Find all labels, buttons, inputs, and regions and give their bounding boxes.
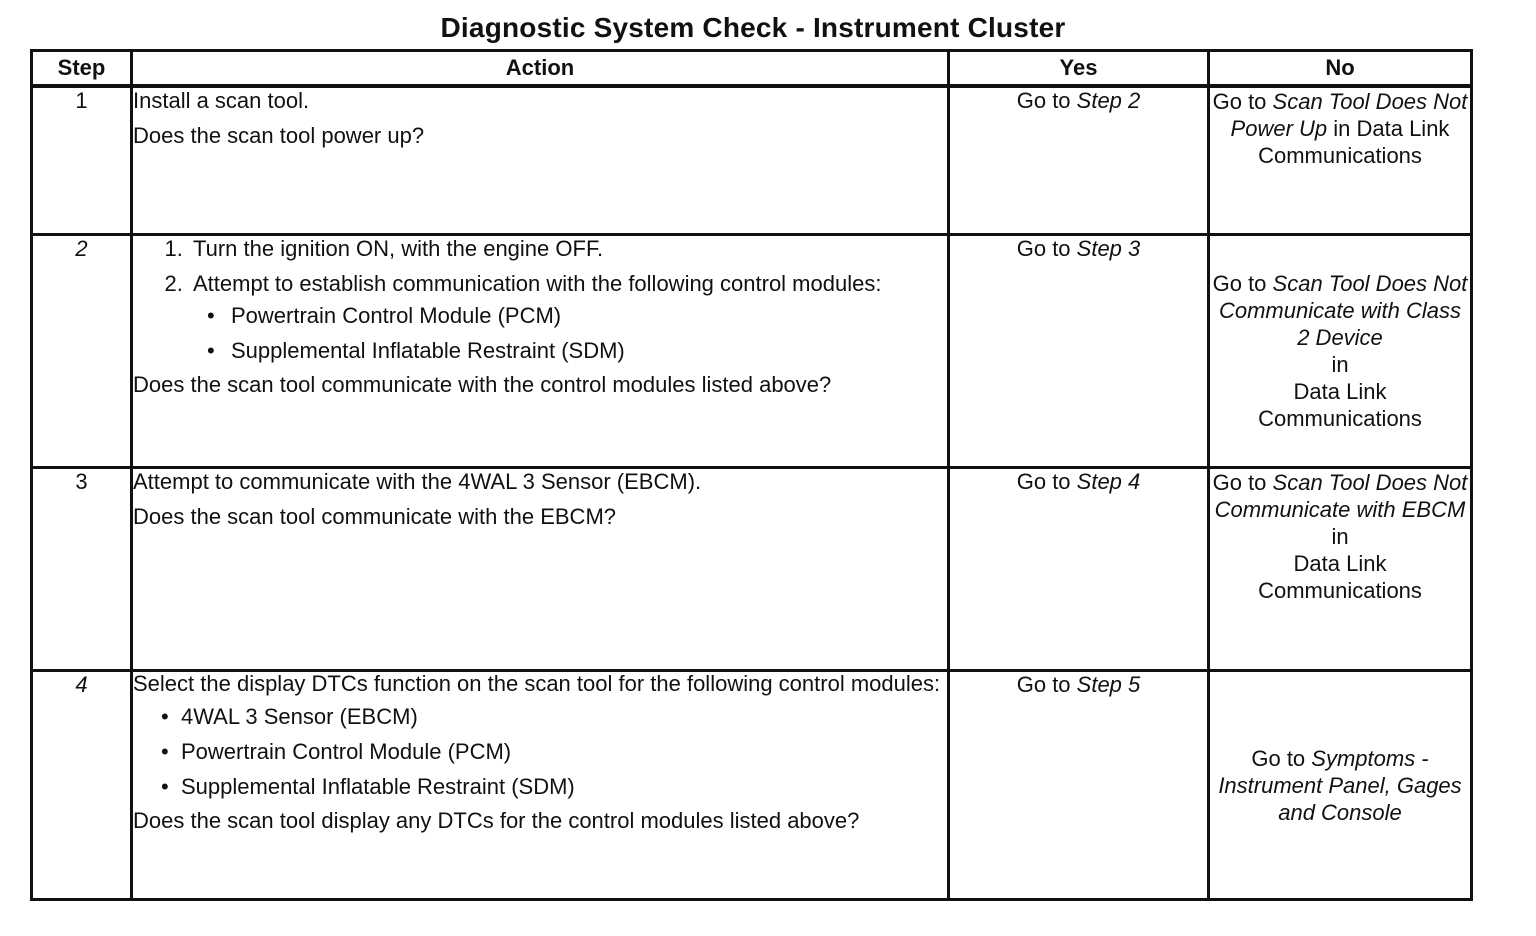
- no-prefix: Go to: [1212, 89, 1273, 114]
- step-number: 4: [32, 671, 132, 900]
- action-text: Select the display DTCs function on the scan tool for the following control modules:: [133, 671, 941, 696]
- list-item-text: Attempt to establish communication with the following control modules:: [193, 271, 882, 296]
- table-row: [32, 671, 1472, 900]
- action-text: Attempt to communicate with the 4WAL 3 Sensor (EBCM).: [133, 469, 702, 494]
- no-cell: [1209, 468, 1472, 671]
- bullet-list: [193, 303, 947, 364]
- bullet-item: • Powertrain Control Module (PCM): [227, 303, 947, 329]
- no-suffix: Data Link Communications: [1258, 551, 1422, 603]
- step-number: 3: [32, 468, 132, 671]
- no-cell: [1209, 235, 1472, 468]
- yes-step-link[interactable]: Step 4: [1076, 469, 1141, 494]
- action-question: Does the scan tool power up?: [133, 123, 425, 148]
- no-prefix: Go to: [1212, 470, 1273, 495]
- header-action: Action: [132, 51, 949, 87]
- step-number: 1: [32, 86, 132, 235]
- no-ref-link[interactable]: Scan Tool Does Not Power Up: [1230, 89, 1468, 141]
- yes-step-link[interactable]: Step 5: [1076, 672, 1141, 697]
- no-cell: [1209, 86, 1472, 235]
- bullet-item: • Supplemental Inflatable Restraint (SDM): [181, 774, 947, 800]
- table-row: [32, 235, 1472, 468]
- no-mid: in: [1331, 524, 1349, 549]
- action-question: Does the scan tool communicate with the control modules listed above?: [133, 372, 832, 397]
- action-question: Does the scan tool display any DTCs for the control modules listed above?: [133, 808, 860, 833]
- bullet-item: • 4WAL 3 Sensor (EBCM): [181, 704, 947, 730]
- yes-cell: [949, 86, 1209, 235]
- bullet-list: [133, 704, 947, 800]
- no-suffix: Data Link Communications: [1258, 379, 1422, 431]
- no-prefix: Go to: [1251, 745, 1312, 771]
- yes-step-link[interactable]: Step 3: [1076, 236, 1141, 261]
- page-title: Diagnostic System Check - Instrument Cluster: [440, 12, 1066, 43]
- yes-prefix: Go to: [1016, 236, 1077, 261]
- action-cell: [132, 468, 949, 671]
- header-yes: Yes: [949, 51, 1209, 87]
- bullet-item: • Powertrain Control Module (PCM): [181, 739, 947, 765]
- table-row: [32, 468, 1472, 671]
- action-cell: [132, 671, 949, 900]
- table-header-row: [32, 51, 1472, 87]
- no-ref-link[interactable]: Scan Tool Does Not Communicate with EBCM: [1214, 470, 1468, 522]
- no-ref-link[interactable]: Scan Tool Does Not Communicate with Class 2 Device: [1218, 271, 1468, 350]
- no-cell: [1209, 671, 1472, 900]
- list-item: 1. Turn the ignition ON, with the engine OFF.: [189, 236, 947, 262]
- no-mid: in: [1331, 352, 1349, 377]
- yes-cell: [949, 468, 1209, 671]
- yes-cell: [949, 671, 1209, 900]
- action-cell: [132, 235, 949, 468]
- step-number: 2: [32, 235, 132, 468]
- yes-step-link[interactable]: Step 2: [1076, 88, 1141, 113]
- yes-prefix: Go to: [1016, 469, 1077, 494]
- action-cell: [132, 86, 949, 235]
- yes-prefix: Go to: [1016, 88, 1077, 113]
- yes-cell: [949, 235, 1209, 468]
- list-item: [189, 271, 947, 364]
- no-suffix: in Data Link Communications: [1258, 116, 1450, 168]
- header-no: No: [1209, 51, 1472, 87]
- yes-prefix: Go to: [1016, 672, 1077, 697]
- action-question: Does the scan tool communicate with the EBCM?: [133, 504, 617, 529]
- diagnostic-table: [30, 49, 1473, 901]
- no-ref-link[interactable]: Symptoms - Instrument Panel, Gages and Console: [1218, 745, 1462, 825]
- no-prefix: Go to: [1212, 271, 1273, 296]
- numbered-list: [133, 236, 947, 364]
- action-text: Install a scan tool.: [133, 88, 310, 113]
- bullet-item: • Supplemental Inflatable Restraint (SDM): [227, 338, 947, 364]
- table-row: [32, 86, 1472, 235]
- header-step: Step: [32, 51, 132, 87]
